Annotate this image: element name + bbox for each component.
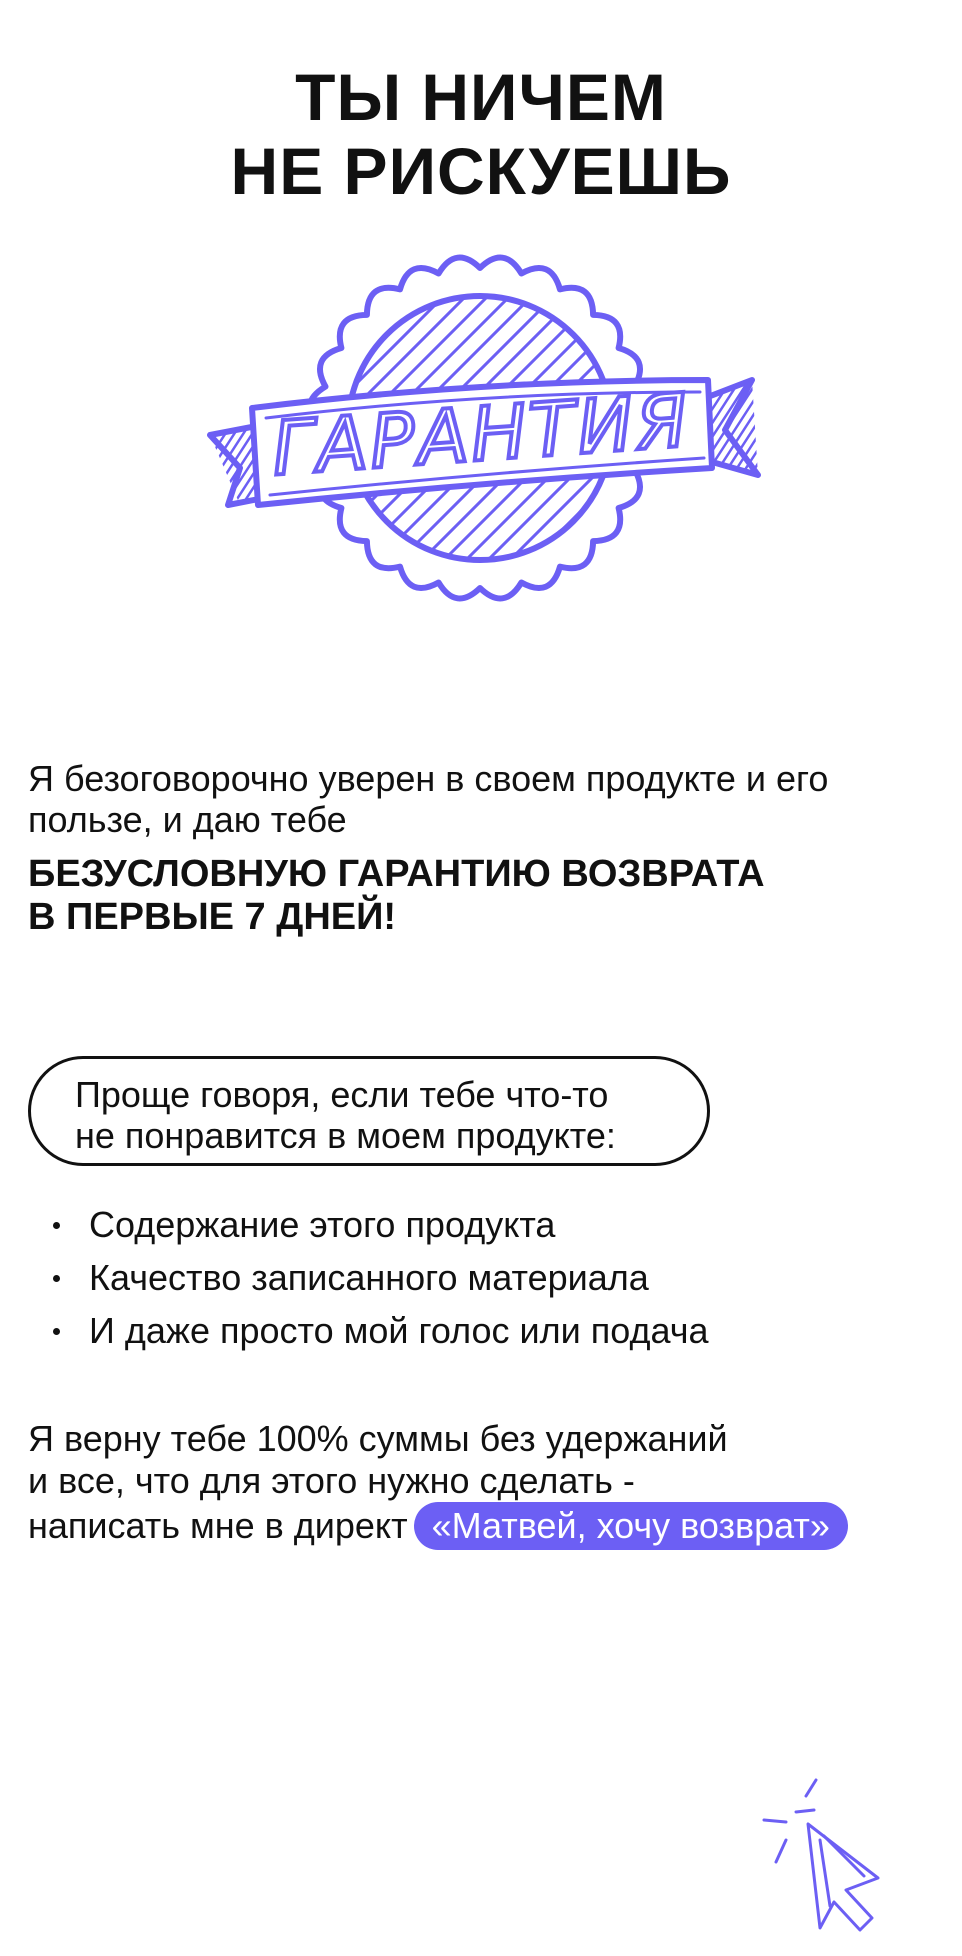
- conditions-list: [50, 1198, 709, 1357]
- bullet-icon: [53, 1275, 60, 1282]
- guarantee-line-1: БЕЗУСЛОВНУЮ ГАРАНТИЮ ВОЗВРАТА: [28, 853, 765, 895]
- list-item: [50, 1251, 709, 1304]
- list-item: [50, 1198, 709, 1251]
- list-item-text: Содержание этого продукта: [89, 1204, 556, 1245]
- refund-text: [28, 1418, 948, 1550]
- cursor-click-icon: [760, 1778, 910, 1938]
- list-item-text: Качество записанного материала: [89, 1257, 649, 1298]
- guarantee-line-2: В ПЕРВЫЕ 7 ДНЕЙ!: [28, 896, 397, 938]
- guarantee-heading: [28, 853, 938, 939]
- intro-text: Я безоговорочно уверен в своем продукте и его пользе, и даю тебе: [28, 758, 829, 840]
- page-title: [0, 60, 962, 208]
- refund-line-1: Я верну тебе 100% суммы без удержаний: [28, 1418, 728, 1459]
- guarantee-stamp-icon: [200, 230, 770, 640]
- refund-line-3: [28, 1502, 948, 1550]
- stamp-label: ГАРАНТИЯ: [269, 377, 694, 493]
- title-line-1: ТЫ НИЧЕМ: [295, 60, 667, 134]
- title-line-2: НЕ РИСКУЕШЬ: [230, 134, 732, 208]
- conditions-callout: [28, 1056, 710, 1166]
- list-item-text: И даже просто мой голос или подача: [89, 1310, 709, 1351]
- callout-line-1: Проще говоря, если тебе что-то: [75, 1074, 609, 1115]
- refund-line-2: и все, что для этого нужно сделать -: [28, 1460, 635, 1501]
- bullet-icon: [53, 1328, 60, 1335]
- list-item: [50, 1304, 709, 1357]
- refund-line-3-text: написать мне в директ: [28, 1505, 408, 1546]
- refund-code-phrase: «Матвей, хочу возврат»: [414, 1502, 848, 1550]
- bullet-icon: [53, 1222, 60, 1229]
- callout-line-2: не понравится в моем продукте:: [75, 1115, 616, 1156]
